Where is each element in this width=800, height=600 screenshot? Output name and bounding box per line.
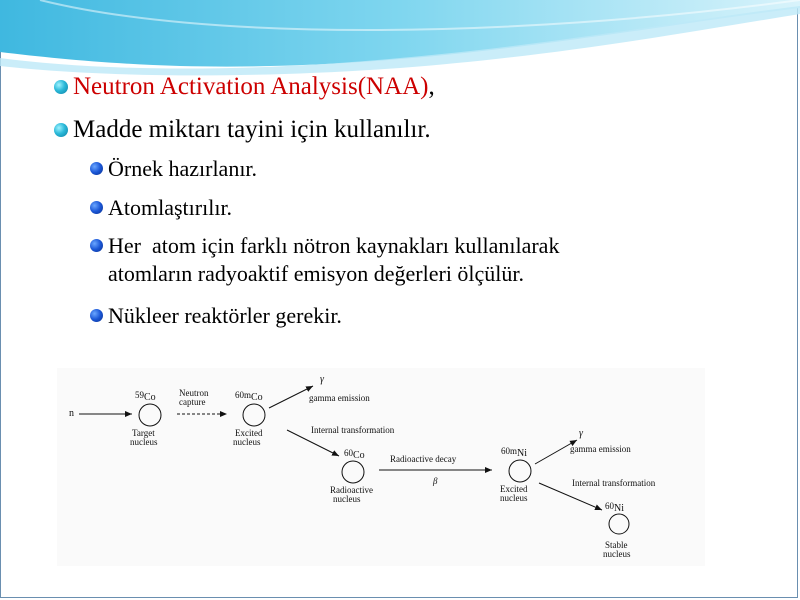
bullet-naa [54, 72, 435, 102]
radioactive-nucleus-circle [342, 461, 364, 483]
excited1-label-2: nucleus [233, 437, 261, 447]
bullet-icon [90, 309, 103, 322]
target-label-2: nucleus [130, 437, 158, 447]
bullet-text-line2: atomların radyoaktif emisyon değerleri ölçülür. [108, 261, 525, 286]
neutron-symbol: n [69, 408, 74, 419]
internal2-label: Internal transformation [572, 478, 656, 488]
bullet-text-line1: Her atom için farklı nötron kaynakları kullanılarak [108, 233, 560, 258]
naa-process-diagram [57, 368, 705, 566]
excited1-nucleus-circle [243, 404, 265, 426]
bullet-sample-prep [90, 155, 257, 183]
bullet-text: Örnek hazırlanır. [108, 156, 258, 181]
radioactive-isotope: 60Co [344, 448, 365, 461]
bullet-reactors [90, 302, 342, 330]
capture-label-2: capture [179, 397, 206, 407]
excited2-isotope: 60mNi [501, 446, 528, 459]
bullet-atomize [90, 194, 232, 222]
gamma2-symbol: γ [579, 428, 583, 439]
internal1-label: Internal transformation [311, 425, 395, 435]
target-label-1: Target [132, 428, 155, 438]
bullet-neutron-sources [90, 232, 559, 288]
stable-isotope: 60Ni [605, 501, 624, 514]
excited2-label-1: Excited [500, 484, 528, 494]
gamma1-label: gamma emission [309, 393, 370, 403]
radioactive-label-2: nucleus [333, 494, 361, 504]
excited1-isotope: 60mCo [235, 390, 263, 403]
bullet-usage [54, 115, 431, 145]
naa-title: Neutron Activation Analysis(NAA) [73, 73, 429, 100]
bullet-icon [90, 162, 103, 175]
bullet-icon [54, 80, 68, 94]
stable-nucleus-circle [609, 514, 629, 534]
excited2-label-2: nucleus [500, 493, 528, 503]
beta-symbol: β [433, 476, 438, 486]
header-wave-decoration [0, 0, 800, 80]
bullet-icon [90, 201, 103, 214]
excited1-label-1: Excited [235, 428, 263, 438]
stable-label-1: Stable [605, 540, 628, 550]
bullet-text: Atomlaştırılır. [108, 195, 233, 220]
capture-label-1: Neutron [179, 388, 209, 398]
stable-label-2: nucleus [603, 549, 631, 559]
decay-label: Radioactive decay [390, 454, 457, 464]
bullet-text: Nükleer reaktörler gerekir. [108, 303, 342, 328]
bullet-text: Madde miktarı tayini için kullanılır. [73, 116, 431, 143]
gamma2-label: gamma emission [570, 444, 631, 454]
excited2-nucleus-circle [509, 460, 531, 482]
target-nucleus-circle [139, 404, 161, 426]
target-isotope: 59Co [135, 390, 156, 403]
gamma1-arrow [269, 386, 313, 408]
bullet-icon [54, 123, 68, 137]
bullet-icon [90, 239, 103, 252]
gamma1-symbol: γ [320, 374, 324, 385]
radioactive-label-1: Radioactive [330, 485, 373, 495]
naa-suffix: , [428, 73, 435, 100]
